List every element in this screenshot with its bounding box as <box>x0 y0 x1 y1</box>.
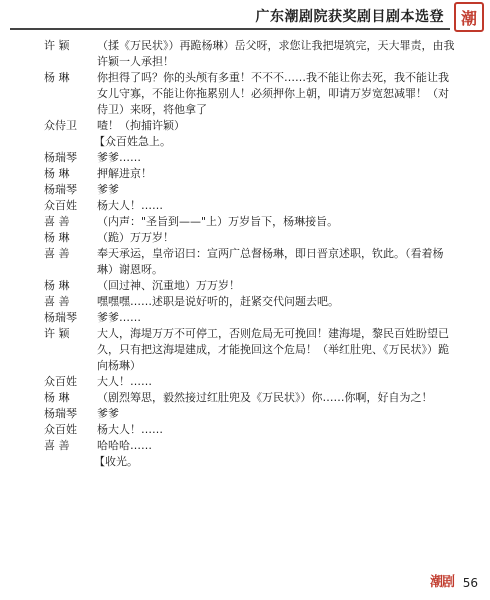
script-line <box>0 278 490 294</box>
speaker-name: 杨 琳 <box>44 167 70 180</box>
dialogue-text: 爹爹…… <box>97 311 141 324</box>
script-body <box>0 38 490 470</box>
dialogue-text: 杨大人！…… <box>97 199 163 212</box>
dialogue-text: 杨大人！…… <box>97 423 163 436</box>
dialogue-text: （揉《万民状》）再跪杨琳）岳父呀，求您让我把堤筑完，天大罪责，由我许颖一人承担！ <box>97 39 455 68</box>
script-line <box>0 214 490 230</box>
script-line <box>0 134 490 150</box>
dialogue-text: 奉天承运，皇帝诏曰：宣两广总督杨琳，即日晋京述职，钦此。（看着杨琳）谢恩呀。 <box>97 247 444 276</box>
page-number: 56 <box>462 576 478 590</box>
dialogue-text: 大人！…… <box>97 375 152 388</box>
speaker-name: 喜 善 <box>44 295 70 308</box>
speaker-name: 杨 琳 <box>44 231 70 244</box>
script-line <box>0 246 490 278</box>
script-line <box>0 230 490 246</box>
script-line <box>0 38 490 70</box>
speaker-name: 喜 善 <box>44 439 70 452</box>
speaker-name: 杨瑞琴 <box>44 151 77 164</box>
speaker-name: 杨 琳 <box>44 391 70 404</box>
script-line <box>0 310 490 326</box>
speaker-name: 喜 善 <box>44 215 70 228</box>
script-line <box>0 374 490 390</box>
speaker-name: 杨 琳 <box>44 71 70 84</box>
seal-logo: 潮 <box>454 2 484 32</box>
stage-direction: 【众百姓急上。 <box>94 135 171 148</box>
header-title: 广东潮剧院获奖剧目剧本选登 <box>255 9 444 25</box>
dialogue-text: （跪）万万岁！ <box>97 231 174 244</box>
script-line <box>0 118 490 134</box>
header-rule <box>10 28 450 30</box>
speaker-name: 许 颖 <box>44 327 70 340</box>
speaker-name: 杨瑞琴 <box>44 407 77 420</box>
dialogue-text: （内声："圣旨到——"上）万岁旨下，杨琳接旨。 <box>97 215 339 228</box>
speaker-name: 众百姓 <box>44 375 77 388</box>
dialogue-text: 爹爹 <box>97 407 119 420</box>
dialogue-text: 大人，海堤万万不可停工，否则危局无可挽回！建海堤，黎民百姓盼望已久，只有把这海堤建成，才能挽回这个危局！（举红肚兜、《万民状》）跪向杨琳） <box>97 327 449 372</box>
dialogue-text: 嘿嘿嘿……述职是说好听的，赶紧交代问题去吧。 <box>97 295 339 308</box>
speaker-name: 杨瑞琴 <box>44 183 77 196</box>
speaker-name: 许 颖 <box>44 39 70 52</box>
script-line <box>0 326 490 374</box>
script-line <box>0 182 490 198</box>
speaker-name: 喜 善 <box>44 247 70 260</box>
speaker-name: 众百姓 <box>44 199 77 212</box>
dialogue-text: 你担得了吗？你的头颅有多重！不不不……我不能让你去死，我不能让我女儿守寡，不能让你拖累别人！必须押你上朝，叩请万岁宽恕减罪！（对侍卫）来呀，将他拿了 <box>97 71 449 116</box>
dialogue-text: （回过神、沉重地）万万岁！ <box>97 279 240 292</box>
page-header <box>0 0 490 30</box>
script-line <box>0 454 490 470</box>
script-line <box>0 198 490 214</box>
speaker-name: 众侍卫 <box>44 119 77 132</box>
script-line <box>0 406 490 422</box>
dialogue-text: 喳！（拘捕许颖） <box>97 119 185 132</box>
dialogue-text: 爹爹 <box>97 183 119 196</box>
dialogue-text: 押解进京！ <box>97 167 152 180</box>
speaker-name: 杨 琳 <box>44 279 70 292</box>
script-line <box>0 390 490 406</box>
footer-logo: 潮剧 <box>429 575 454 590</box>
dialogue-text: （剧烈筹思，毅然接过红肚兜及《万民状》）你……你啊，好自为之！ <box>97 391 433 404</box>
speaker-name: 杨瑞琴 <box>44 311 77 324</box>
script-line <box>0 438 490 454</box>
script-line <box>0 422 490 438</box>
script-line <box>0 166 490 182</box>
script-line <box>0 294 490 310</box>
stage-direction: 【收光。 <box>94 455 138 468</box>
script-line <box>0 70 490 118</box>
dialogue-text: 哈哈哈…… <box>97 439 152 452</box>
dialogue-text: 爹爹…… <box>97 151 141 164</box>
script-line <box>0 150 490 166</box>
speaker-name: 众百姓 <box>44 423 77 436</box>
